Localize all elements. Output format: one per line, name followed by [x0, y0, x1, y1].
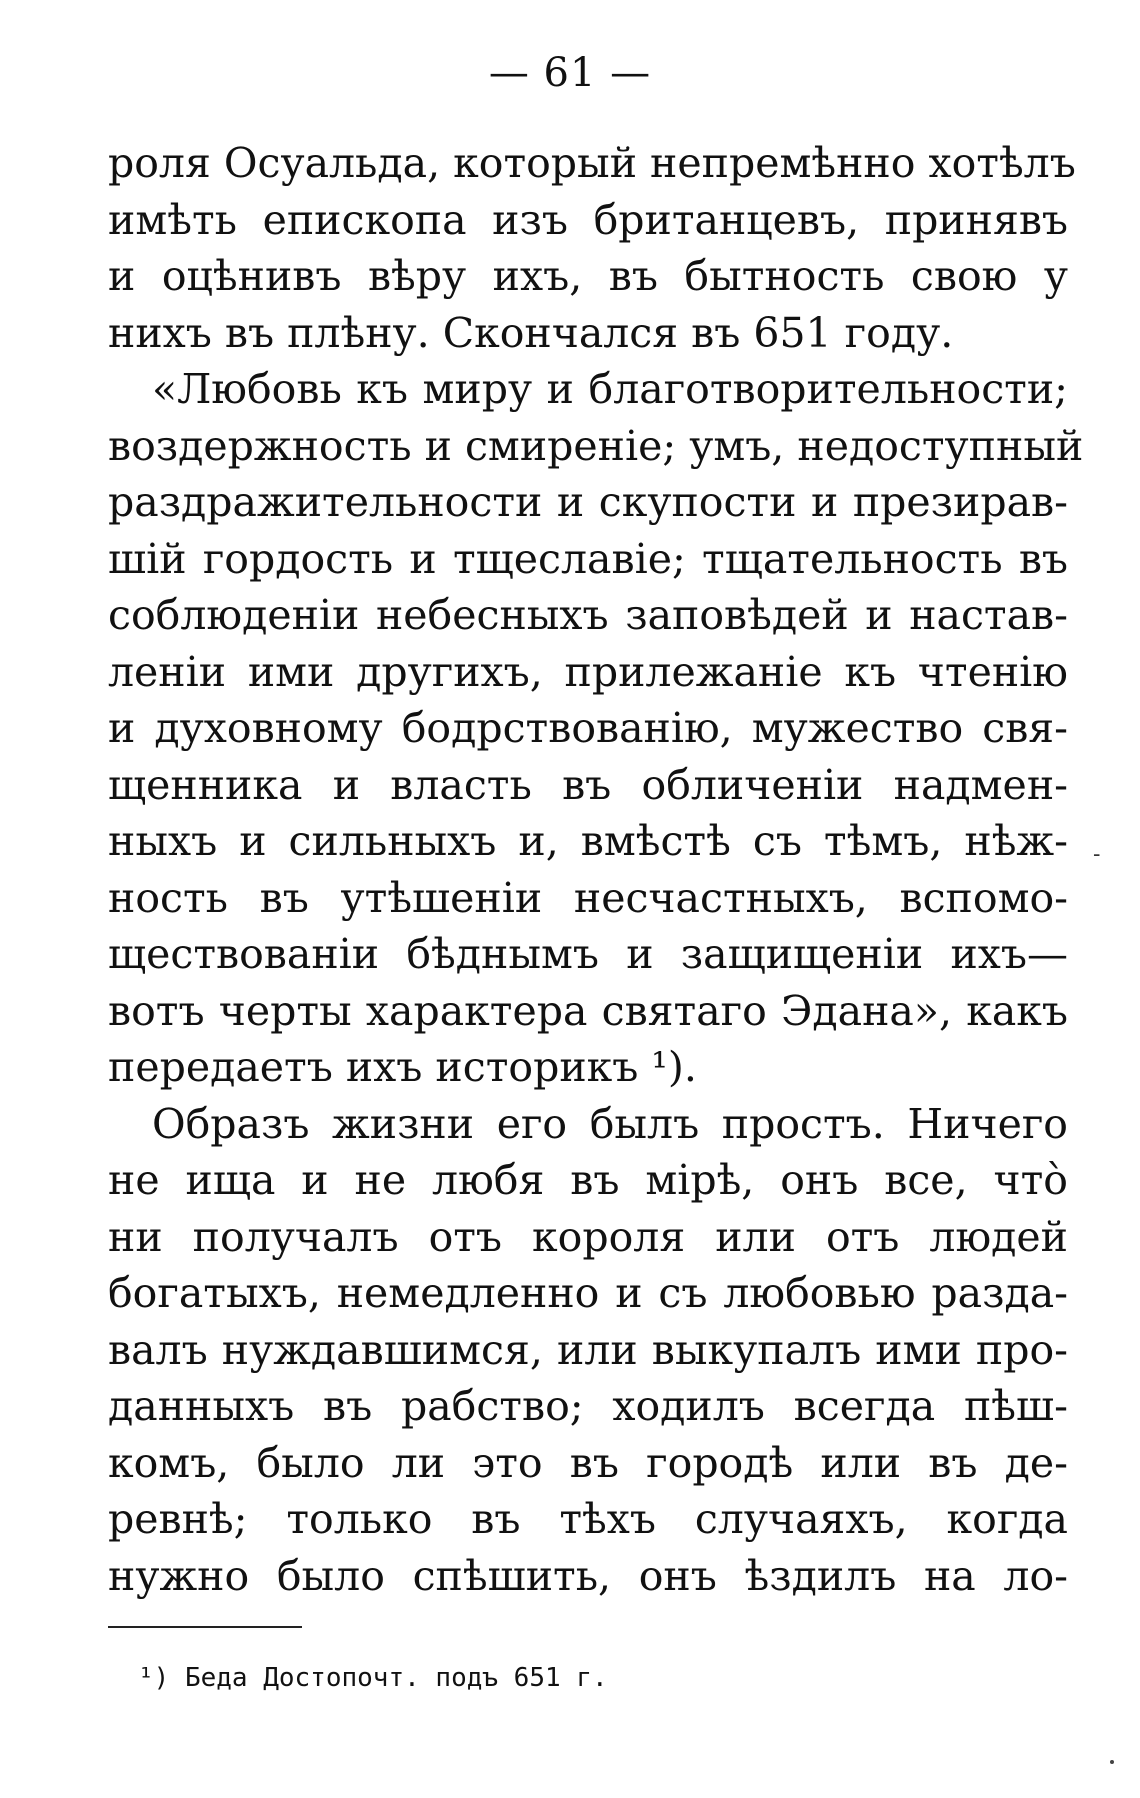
text-line: нужно было спѣшить, онъ ѣздилъ на ло- [108, 1551, 1068, 1600]
text-line: ни получалъ отъ короля или отъ людей [108, 1212, 1068, 1261]
text-line: нихъ въ плѣну. Скончался въ 651 году. [108, 308, 954, 357]
text-line: ревнѣ; только въ тѣхъ случаяхъ, когда [108, 1495, 1068, 1543]
text-line: «Любовь къ миру и благотворительности; [152, 365, 1068, 413]
text-line: данныхъ въ рабство; ходилъ всегда пѣш- [108, 1382, 1068, 1430]
text-line: ныхъ и сильныхъ и, вмѣстѣ съ тѣмъ, нѣж- [108, 817, 1068, 865]
page-number: — 61 — [488, 50, 652, 96]
text-line: передаетъ ихъ историкъ ¹). [108, 1043, 697, 1091]
body-text [108, 135, 1084, 1604]
text-line: Образъ жизни его былъ простъ. Ничего [152, 1099, 1068, 1148]
footnote-divider [108, 1626, 302, 1628]
text-line: вотъ черты характера святаго Эдана», какъ [108, 986, 1068, 1035]
text-line: шій гордость и тщеславіе; тщательность въ [108, 534, 1068, 583]
text-line: богатыхъ, немедленно и съ любовью разда- [108, 1269, 1068, 1317]
text-line: раздражительности и скупости и презирав- [108, 478, 1068, 526]
text-line: и духовному бодрствованію, мужество свя- [108, 704, 1068, 752]
text-line: валъ нуждавшимся, или выкупалъ ими про- [108, 1325, 1068, 1374]
text-line: комъ, было ли это въ городѣ или въ де- [108, 1438, 1068, 1487]
text-line: имѣть епископа изъ британцевъ, принявъ [108, 195, 1068, 244]
footnote: ¹) Беда Достопочт. подъ 651 г. [138, 1663, 608, 1693]
text-line: не ища и не любя въ мірѣ, онъ все, что̀ [108, 1156, 1068, 1204]
text-line: воздержность и смиреніе; умъ, недоступный [108, 421, 1084, 470]
scan-speck [1110, 1760, 1114, 1764]
text-line: роля Осуальда, который непремѣнно хотѣлъ [108, 139, 1076, 187]
text-line: щенника и власть въ обличеніи надмен- [108, 760, 1068, 809]
text-line: и оцѣнивъ вѣру ихъ, въ бытность свою у [108, 252, 1068, 300]
text-line: соблюденіи небесныхъ заповѣдей и настав- [108, 591, 1068, 639]
text-line: ществованіи бѣднымъ и защищеніи ихъ— [108, 930, 1068, 978]
text-line: леніи ими другихъ, прилежаніе къ чтенію [108, 647, 1068, 696]
text-line: ность въ утѣшеніи несчастныхъ, вспомо- [108, 873, 1068, 922]
margin-mark: - [1093, 842, 1101, 867]
